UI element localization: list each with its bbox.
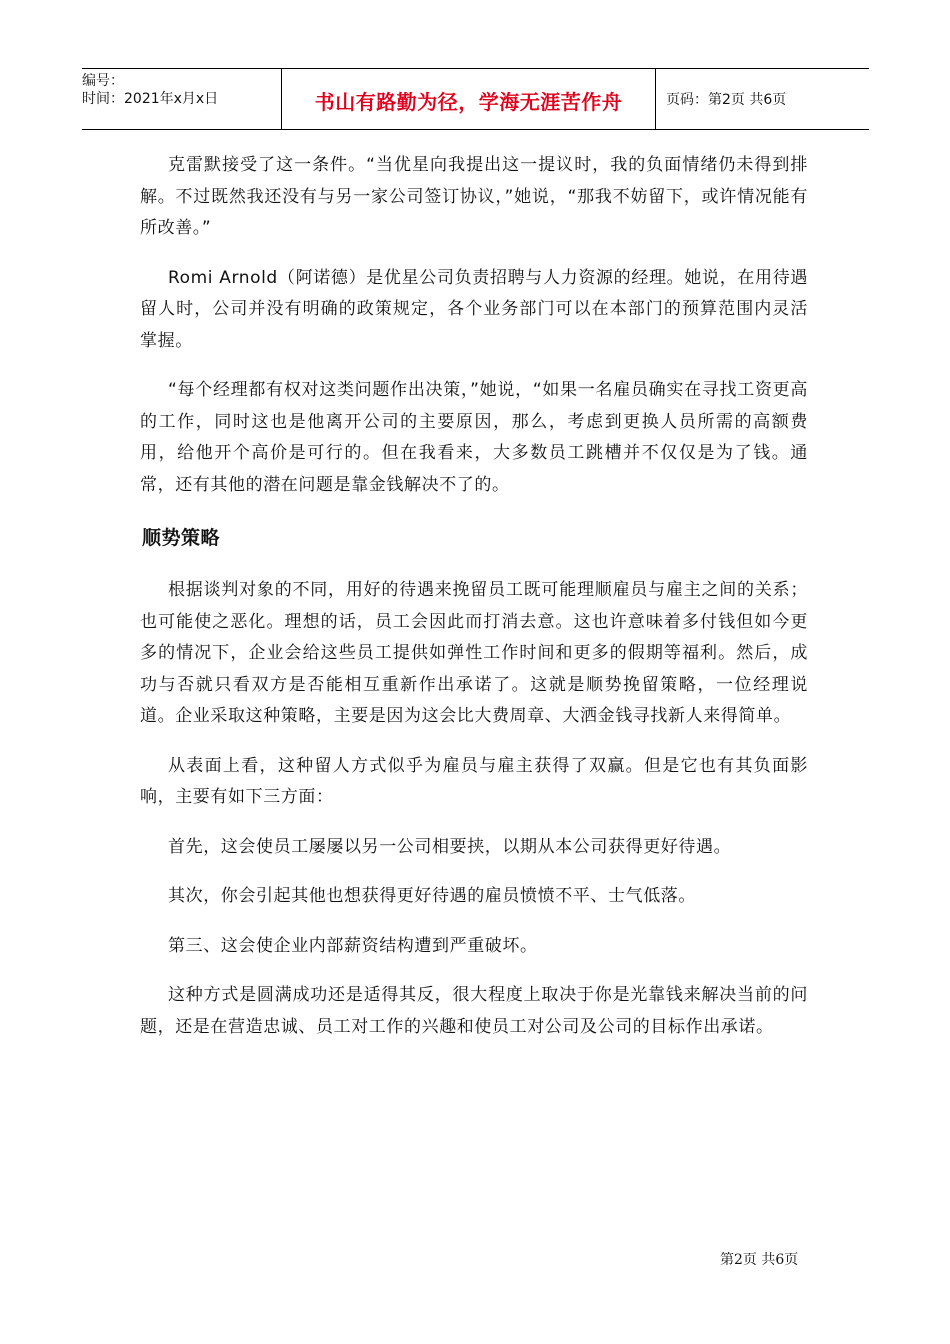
paragraph: 首先，这会使员工屡屡以另一公司相要挟，以期从本公司获得更好待遇。 (168, 836, 732, 857)
paragraph: 克雷默接受了这一条件。“当优星向我提出这一提议时，我的负面情绪仍未得到排解。不过既然我还没有与另一家公司签订协议，”她说，“那我不妨留下，或许情况能有所改善。” (140, 155, 808, 238)
paragraph: 其次，你会引起其他也想获得更好待遇的雇员愤愤不平、士气低落。 (168, 886, 696, 906)
serial-number-label: 编号： (82, 73, 124, 89)
paragraph: Romi Arnold（阿诺德）是优星公司负责招聘与人力资源的经理。她说，在用待遇留人时，公司并没有明确的政策规定，各个业务部门可以在本部门的预算范围内灵活掌握。 (140, 267, 808, 351)
paragraph: “每个经理都有权对这类问题作出决策，”她说，“如果一名雇员确实在寻找工资更高的工作，同时这也是他离开公司的主要原因，那么，考虑到更换人员所需的高额费用，给他开个高价是可行的。但在我看来，大多数员工跳槽并不仅仅是为了钱。通常，还有其他的潜在问题是靠金钱解决不了的。 (140, 380, 808, 495)
paragraph: 这种方式是圆满成功还是适得其反，很大程度上取决于你是光靠钱来解决当前的问题，还是在营造忠诚、员工对工作的兴趣和使员工对公司及公司的目标作出承诺。 (140, 985, 808, 1037)
header-page-number: 页码：第2页 共6页 (666, 92, 787, 108)
paragraph: 从表面上看，这种留人方式似乎为雇员与雇主获得了双赢。但是它也有其负面影响，主要有如下三方面： (140, 755, 808, 807)
footer-page-number: 第2页 共6页 (720, 1252, 799, 1268)
header-motto: 书山有路勤为径，学海无涯苦作舟 (282, 69, 656, 129)
header-meta (82, 69, 282, 129)
document-body (140, 150, 808, 1061)
paragraph: 根据谈判对象的不同，用好的待遇来挽留员工既可能理顺雇员与雇主之间的关系；也可能使之恶化。理想的话，员工会因此而打消去意。这也许意味着多付钱但如今更多的情况下，企业会给这些员工提供如弹性工作时间和更多的假期等福利。然后，成功与否就只看双方是否能相互重新作出承诺了。这就是顺势挽留策略，一位经理说道。企业采取这种策略，主要是因为这会比大费周章、大洒金钱寻找新人来得简单。 (140, 580, 808, 726)
date-label: 时间：2021年x月x日 (82, 91, 219, 107)
section-heading: 顺势策略 (142, 527, 221, 549)
page-header (82, 68, 869, 130)
paragraph: 第三、这会使企业内部薪资结构遭到严重破坏。 (168, 935, 538, 956)
